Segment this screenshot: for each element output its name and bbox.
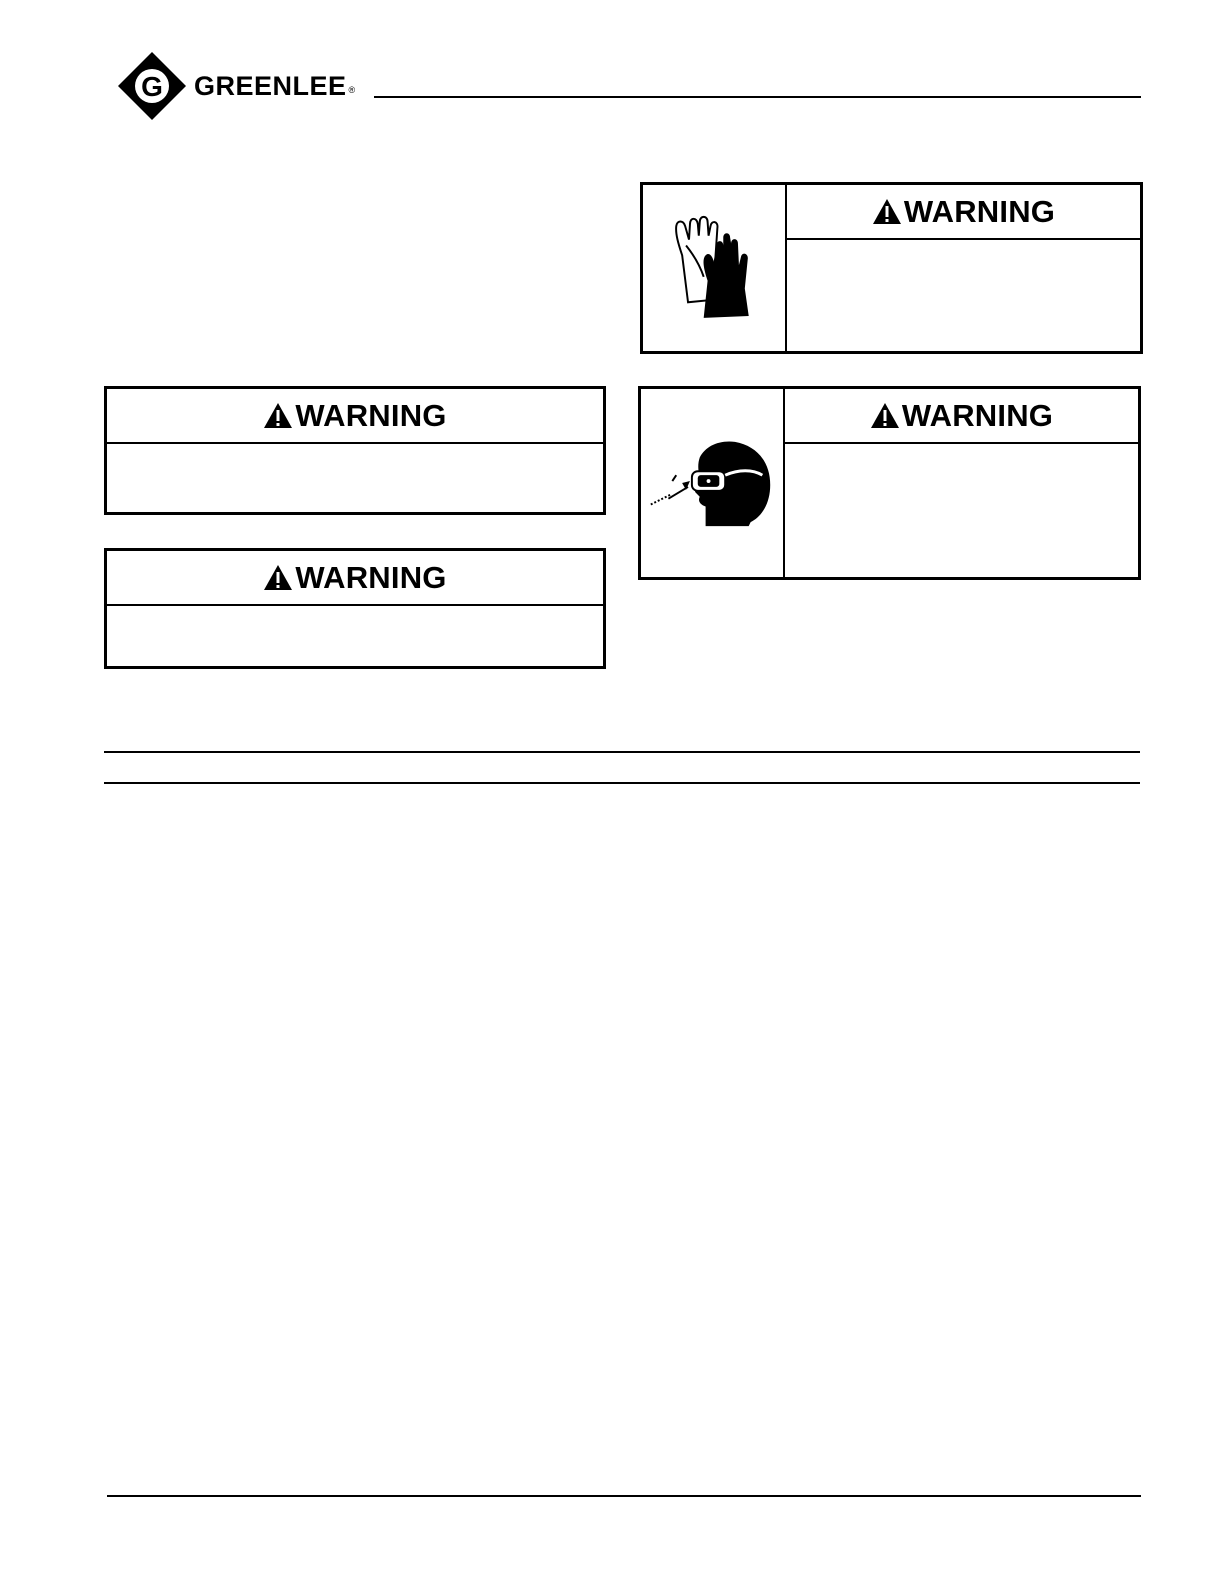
footer-rule xyxy=(107,1495,1141,1497)
alert-triangle-icon xyxy=(872,198,902,225)
warning-title: WARNING xyxy=(263,400,446,431)
gloves-warning-content xyxy=(787,185,1140,351)
warning-header xyxy=(785,389,1138,444)
warning-box-left-bottom xyxy=(104,548,606,669)
warning-title: WARNING xyxy=(870,400,1053,431)
header-rule xyxy=(374,96,1141,98)
warning-title: WARNING xyxy=(872,196,1055,227)
registered-mark: ® xyxy=(348,85,356,95)
gloves-icon xyxy=(643,185,782,351)
warning-box-left-top xyxy=(104,386,606,515)
safety-goggles-icon xyxy=(641,389,780,577)
alert-triangle-icon xyxy=(263,564,293,591)
warning-title: WARNING xyxy=(263,562,446,593)
svg-text:G: G xyxy=(141,71,163,102)
warning-header xyxy=(107,389,603,444)
gloves-icon-cell xyxy=(643,185,787,351)
warning-box-gloves xyxy=(640,182,1143,354)
section-rule-bottom xyxy=(104,782,1140,784)
greenlee-diamond-logo-icon xyxy=(118,52,186,120)
alert-triangle-icon xyxy=(263,402,293,429)
section-rule-top xyxy=(104,751,1140,753)
warning-header xyxy=(787,185,1140,240)
goggles-icon-cell xyxy=(641,389,785,577)
warning-box-goggles xyxy=(638,386,1141,580)
goggles-warning-content xyxy=(785,389,1138,577)
alert-triangle-icon xyxy=(870,402,900,429)
greenlee-logo xyxy=(118,52,380,124)
warning-header xyxy=(107,551,603,606)
brand-name: GREENLEE ® xyxy=(194,71,356,101)
